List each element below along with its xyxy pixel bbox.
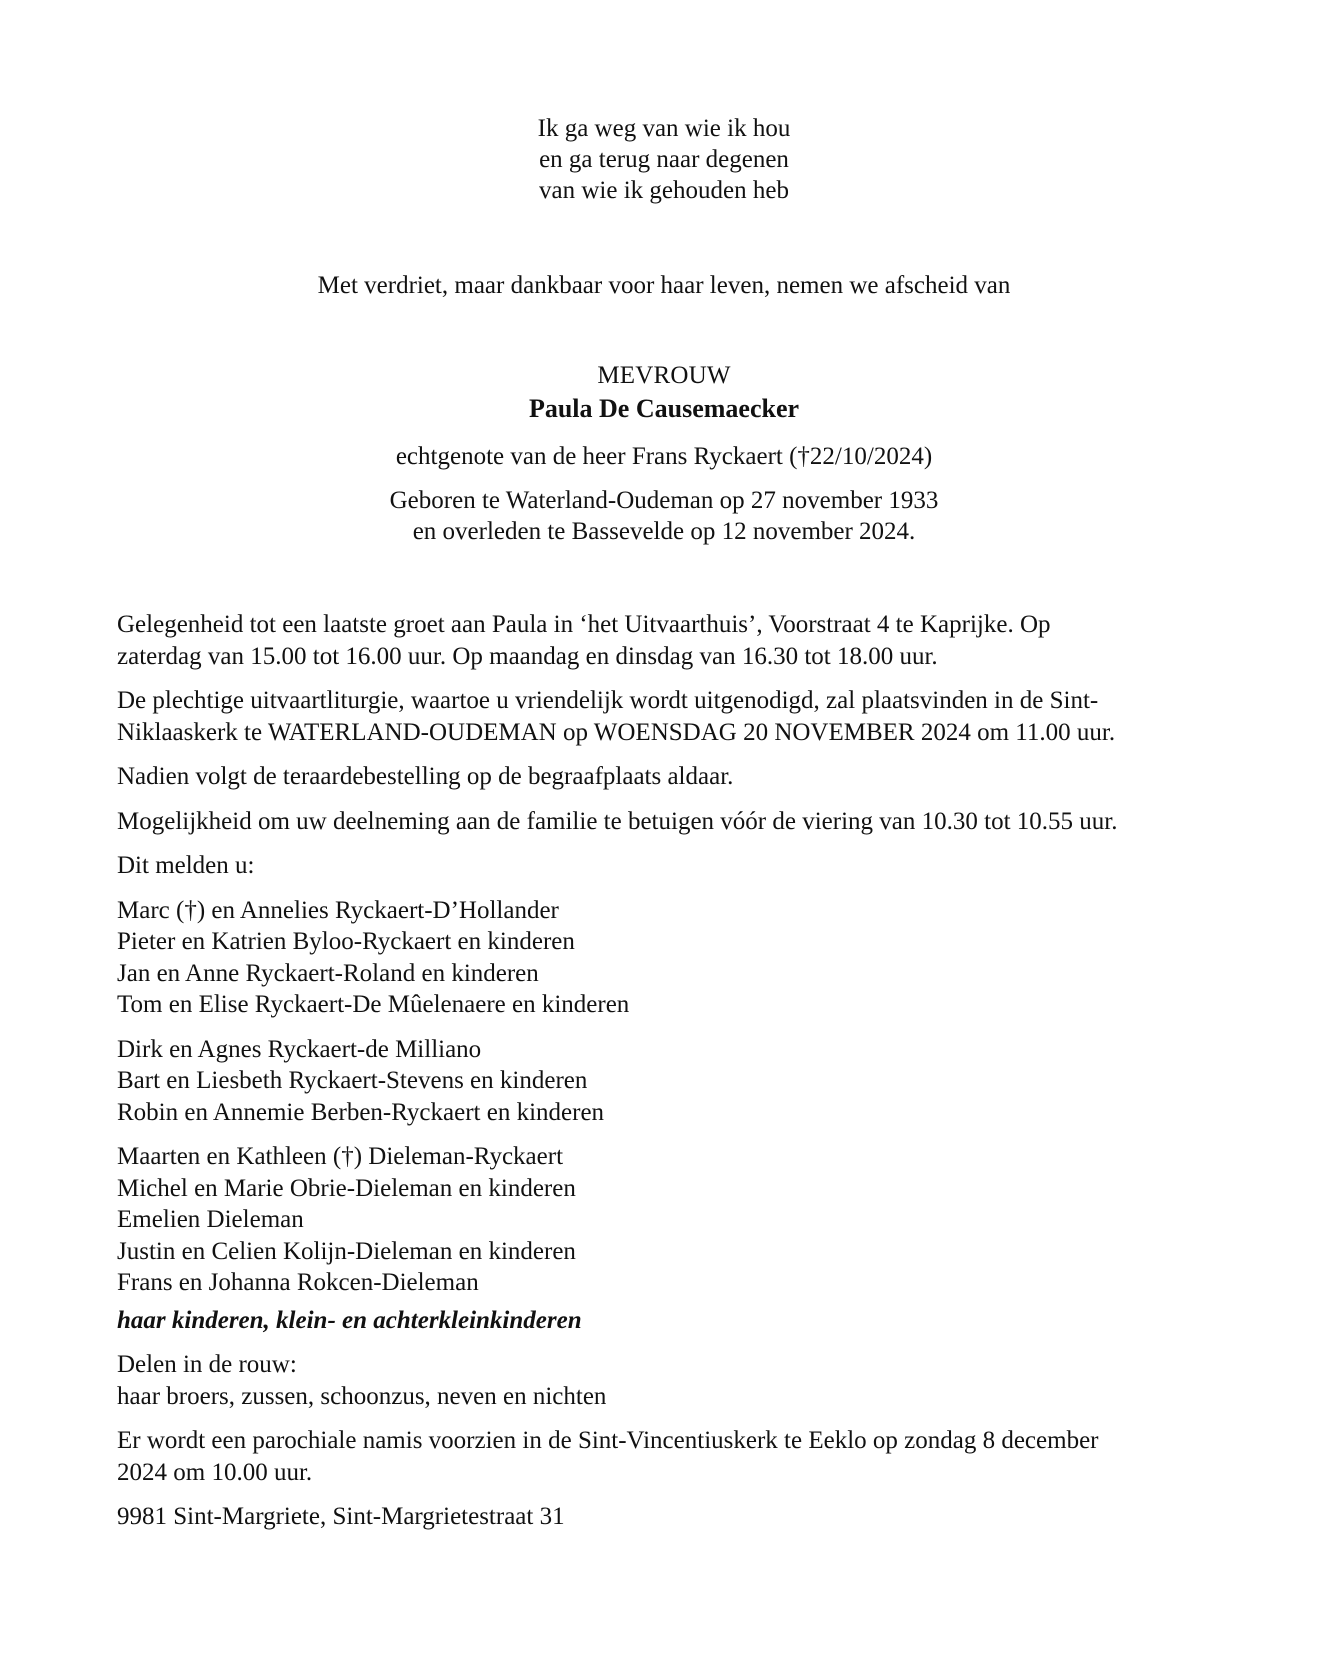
birth-death-block bbox=[0, 485, 1328, 547]
burial-paragraph: Nadien volgt de teraardebestelling op de begraafplaats aldaar. bbox=[117, 763, 734, 790]
family-line: Bart en Liesbeth Ryckaert-Stevens en kinderen bbox=[117, 1067, 588, 1094]
family-line: Robin en Annemie Berben-Ryckaert en kinderen bbox=[117, 1098, 605, 1126]
family-line: Michel en Marie Obrie-Dieleman en kinderen bbox=[117, 1174, 576, 1202]
family-line: Emelien Dieleman bbox=[117, 1206, 304, 1233]
family-line: Pieter en Katrien Byloo-Ryckaert en kinderen bbox=[117, 928, 575, 955]
liturgy-paragraph bbox=[117, 685, 1237, 748]
poem bbox=[0, 113, 1328, 206]
intro-text: Met verdriet, maar dankbaar voor haar leven, nemen we afscheid van bbox=[317, 272, 1011, 299]
mourning-label: Delen in de rouw: bbox=[117, 1351, 297, 1378]
mourning-relatives: haar broers, zussen, schoonzus, neven en nichten bbox=[117, 1382, 607, 1410]
death-line: en overleden te Bassevelde op 12 november 2024. bbox=[412, 518, 916, 545]
deceased-name: Paula De Causemaecker bbox=[528, 394, 800, 423]
deceased-title: MEVROUW bbox=[597, 362, 731, 389]
liturgy-line: Niklaaskerk te WATERLAND-OUDEMAN op WOENSDAG 20 NOVEMBER 2024 om 11.00 uur. bbox=[117, 718, 1116, 746]
mass-line: 2024 om 10.00 uur. bbox=[117, 1458, 313, 1486]
family-group bbox=[117, 895, 1237, 1021]
address: 9981 Sint-Margriete, Sint-Margrietestraat 31 bbox=[117, 1503, 565, 1530]
liturgy-line: De plechtige uitvaartliturgie, waartoe u vriendelijk wordt uitgenodigd, zal plaatsvinden in de Sint- bbox=[117, 687, 1099, 714]
family-line: Tom en Elise Ryckaert-De Mûelenaere en kinderen bbox=[117, 991, 630, 1018]
family-line: Justin en Celien Kolijn-Dieleman en kinderen bbox=[117, 1237, 576, 1265]
birth-line: Geboren te Waterland-Oudeman op 27 november 1933 bbox=[389, 487, 939, 514]
mourning-block bbox=[117, 1349, 1237, 1412]
obituary-body bbox=[117, 609, 1237, 1546]
spouse-line: echtgenote van de heer Frans Ryckaert (†22/10/2024) bbox=[395, 443, 933, 470]
visitation-paragraph bbox=[117, 609, 1237, 672]
family-line: Marc (†) en Annelies Ryckaert-D’Hollander bbox=[117, 896, 559, 924]
poem-line: van wie ik gehouden heb bbox=[539, 177, 789, 204]
announcers-label: Dit melden u: bbox=[117, 852, 255, 879]
mass-paragraph bbox=[117, 1425, 1237, 1488]
family-summary: haar kinderen, klein- en achterkleinkinderen bbox=[117, 1306, 582, 1334]
family-line: Jan en Anne Ryckaert-Roland en kinderen bbox=[117, 959, 539, 987]
visitation-line: Gelegenheid tot een laatste groet aan Paula in ‘het Uitvaarthuis’, Voorstraat 4 te Kaprijke. Op bbox=[117, 611, 1051, 638]
poem-line: Ik ga weg van wie ik hou bbox=[537, 115, 791, 142]
mass-line: Er wordt een parochiale namis voorzien in de Sint-Vincentiuskerk te Eeklo op zondag 8 december bbox=[117, 1427, 1099, 1454]
family-line: Frans en Johanna Rokcen-Dieleman bbox=[117, 1269, 479, 1296]
family-line: Dirk en Agnes Ryckaert-de Milliano bbox=[117, 1035, 482, 1063]
condolence-paragraph: Mogelijkheid om uw deelneming aan de familie te betuigen vóór de viering van 10.30 tot 10.55 uur. bbox=[117, 807, 1118, 835]
visitation-line: zaterdag van 15.00 tot 16.00 uur. Op maandag en dinsdag van 16.30 tot 18.00 uur. bbox=[117, 642, 938, 670]
family-group bbox=[117, 1141, 1237, 1299]
family-group bbox=[117, 1034, 1237, 1129]
family-line: Maarten en Kathleen (†) Dieleman-Ryckaert bbox=[117, 1143, 564, 1170]
poem-line: en ga terug naar degenen bbox=[539, 146, 789, 173]
